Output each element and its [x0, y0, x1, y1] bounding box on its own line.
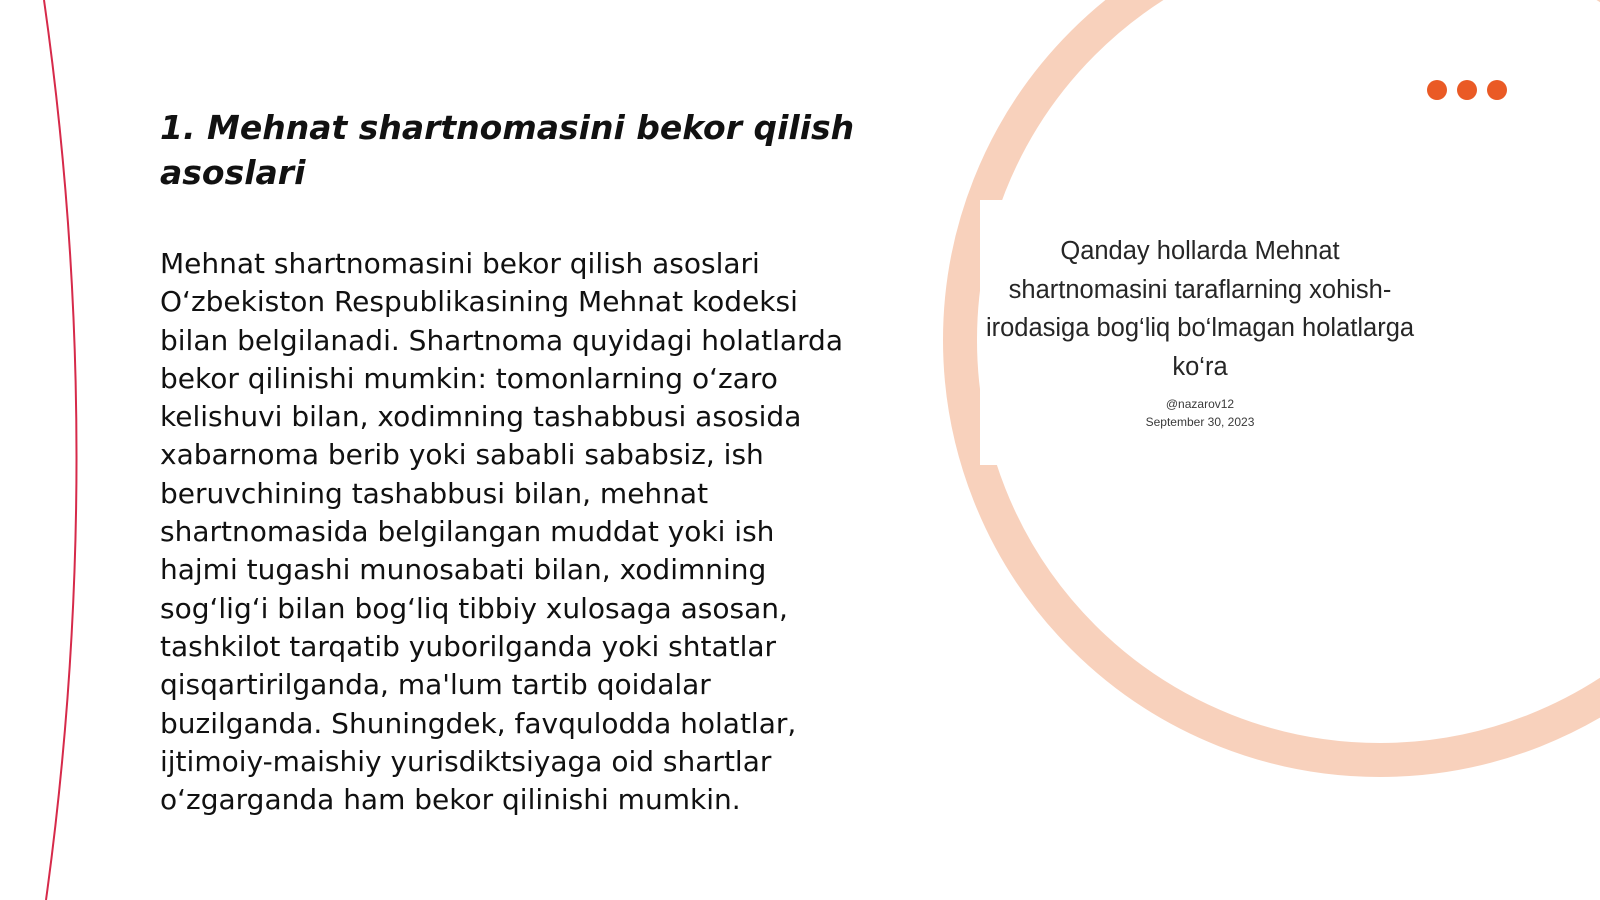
- slide-body-text: Mehnat shartnomasini bekor qilish asoslari O‘zbekiston Respublikasining Mehnat kodeksi bilan belgilanadi. Shartnoma quyidagi holatlarda bekor qilinishi mumkin: tomonlarning o‘zaro kelishuvi bilan, xodimning tashabbusi asosida xabarnoma berib yoki sababli sababsiz, ish beruvchining tashabbusi bilan, mehnat shartnomasida belgilangan muddat yoki ish hajmi tugashi munosabati bilan, xodimning sog‘lig‘i bilan bog‘liq tibbiy xulosaga asosan, tashkilot tarqatib yuborilganda yoki shtatlar qisqartirilganda, ma'lum tartib qoidalar buzilganda. Shuningdek, favqulodda holatlar, ijtimoiy-maishiy yurisdiktsiyaga oid shartlar o‘zgarganda ham bekor qilinishi mumkin.: [160, 247, 843, 817]
- three-dots-icon: [1427, 80, 1507, 100]
- left-curve-line: [44, 0, 77, 900]
- dot-icon: [1487, 80, 1507, 100]
- post-card-username: @nazarov12: [1165, 397, 1235, 411]
- dot-icon: [1427, 80, 1447, 100]
- dot-icon: [1457, 80, 1477, 100]
- post-card-date: September 30, 2023: [1145, 415, 1255, 429]
- post-card: [980, 200, 1420, 465]
- post-card-title: Qanday hollarda Mehnat shartnomasini taraflarning xohish-irodasiga bog‘liq bo‘lmagan holatlarga ko‘ra: [985, 237, 1415, 381]
- slide-heading: 1. Mehnat shartnomasini bekor qilish asoslari: [160, 108, 855, 192]
